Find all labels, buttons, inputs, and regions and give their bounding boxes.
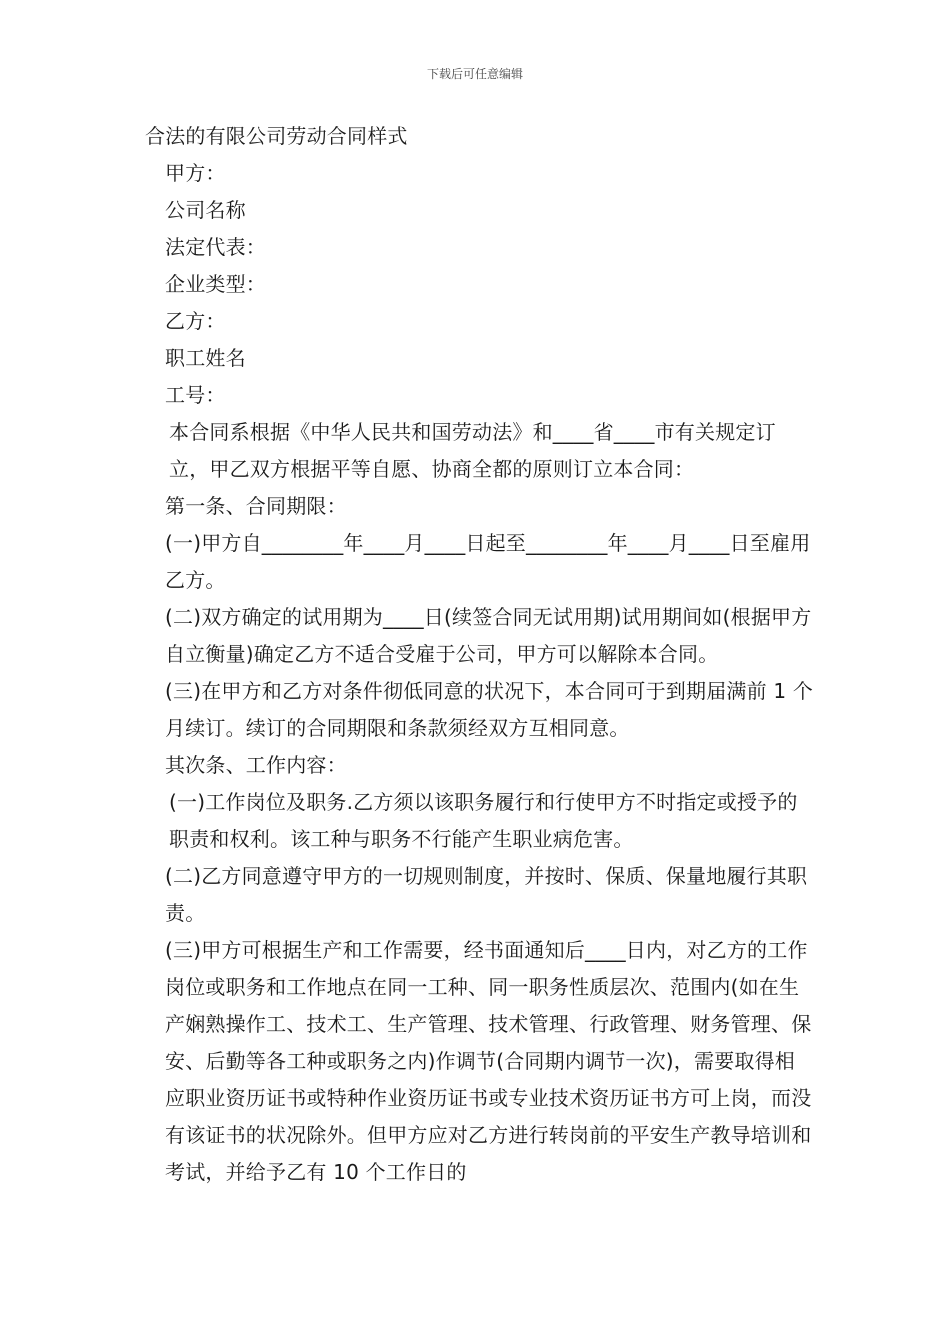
article-2-clause-3: (三)甲方可根据生产和工作需要，经书面通知后____日内，对乙方的工作岗位或职务和工作地点在同一工种、同一职务性质层次、范围内(如在生产娴熟操作工、技术工、生产管理、技术管理、行政管理、财务管理、保安、后勤等各工种或职务之内)作调节(合同期内调节一次)，需要取得相应职业资历证书或特种作业资历证书或专业技术资历证书方可上岗，而没有该证书的状况除外。但甲方应对乙方进行转岗前的平安生产教导培训和考试，并给予乙有 10 个工作日的	[165, 938, 812, 1184]
party-b-label: 乙方：	[165, 309, 226, 333]
document-body	[145, 118, 815, 1191]
article-1-clause-1: (一)甲方自________年____月____日起至________年____月____日至雇用乙方。	[165, 531, 811, 592]
article-1-clause-2: (二)双方确定的试用期为____日(续签合同无试用期)试用期间如(根据甲方自立衡量)确定乙方不适合受雇于公司，甲方可以解除本合同。	[165, 605, 812, 666]
article-2-heading: 其次条、工作内容：	[165, 753, 347, 777]
party-a-label: 甲方：	[165, 161, 226, 185]
company-name-label: 公司名称	[165, 198, 246, 222]
employee-number-label: 工号：	[165, 383, 226, 407]
article-1-heading: 第一条、合同期限：	[165, 494, 347, 518]
article-2-clause-2: (二)乙方同意遵守甲方的一切规则制度，并按时、保质、保量地履行其职责。	[165, 864, 808, 925]
document-title: 合法的有限公司劳动合同样式	[145, 124, 408, 148]
enterprise-type-label: 企业类型：	[165, 272, 266, 296]
page-header: 下载后可任意编辑	[426, 67, 523, 81]
employee-name-label: 职工姓名	[165, 346, 246, 370]
article-2-clause-1: (一)工作岗位及职务.乙方须以该职务履行和行使甲方不时指定或授予的职责和权利。该工种与职务不行能产生职业病危害。	[169, 790, 798, 851]
intro-paragraph: 本合同系根据《中华人民共和国劳动法》和____省____市有关规定订立，甲乙双方根据平等自愿、协商全都的原则订立本合同：	[169, 420, 776, 481]
article-1-clause-3: (三)在甲方和乙方对条件彻低同意的状况下，本合同可于到期届满前 1 个月续订。续订的合同期限和条款须经双方互相同意。	[165, 679, 814, 740]
legal-representative-label: 法定代表：	[165, 235, 266, 259]
